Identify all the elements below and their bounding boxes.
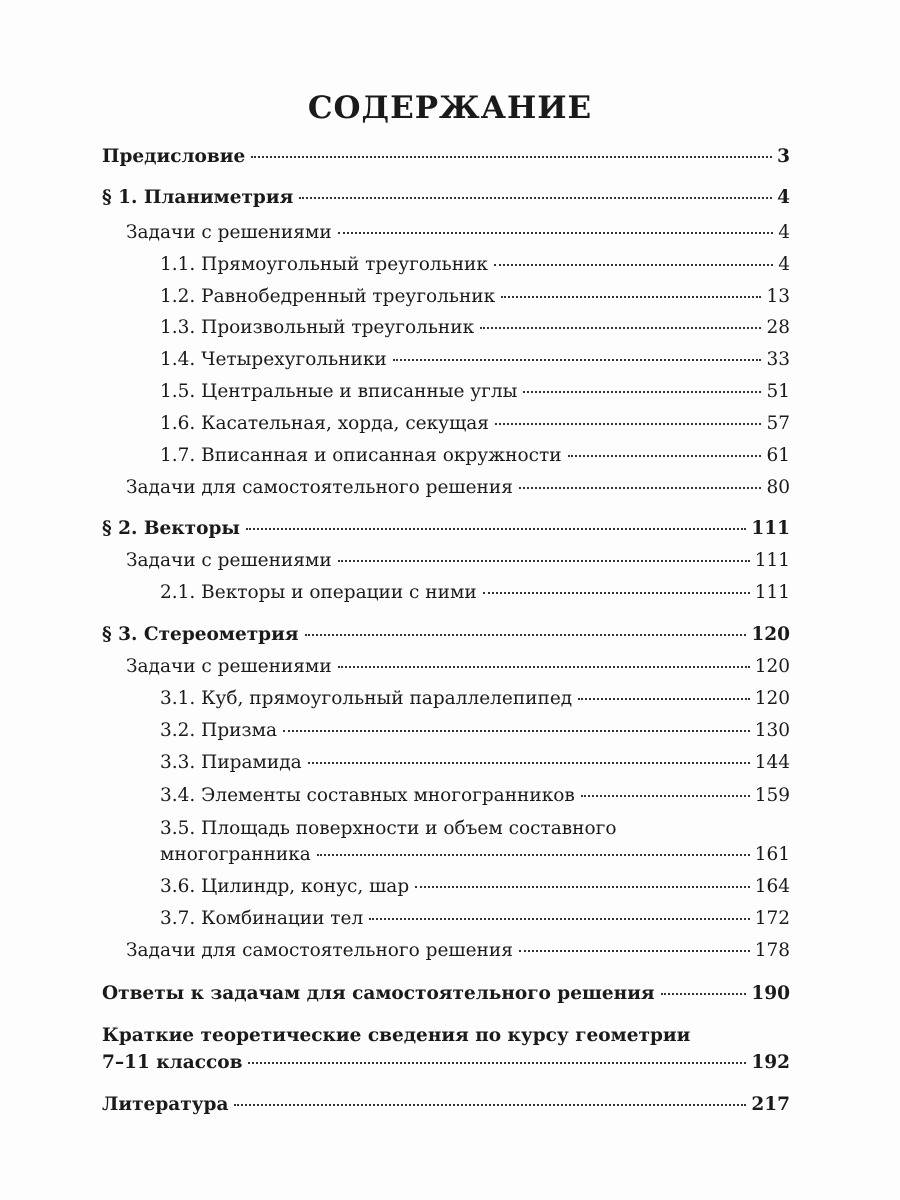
toc-entry-line1: [0, 818, 900, 840]
dot-leader: [393, 359, 762, 361]
page-number: 120: [751, 624, 790, 645]
entry-label: 1.6. Касательная, хорда, секущая: [160, 413, 489, 434]
dot-leader: [299, 197, 772, 199]
page-number: 164: [754, 876, 790, 897]
dot-leader: [578, 698, 750, 700]
entry-label: § 3. Стереометрия: [102, 624, 299, 645]
dot-leader: [519, 487, 762, 489]
page-number: 120: [754, 688, 790, 709]
dot-leader: [480, 327, 761, 329]
dot-leader: [369, 918, 749, 920]
dot-leader: [283, 730, 750, 732]
dot-leader: [519, 950, 750, 952]
entry-label: 3.3. Пирамида: [160, 752, 302, 773]
dot-leader: [251, 156, 772, 158]
page-number: 57: [766, 413, 790, 434]
toc-entry: [0, 844, 900, 866]
page-number: 192: [751, 1052, 790, 1073]
page-number: 111: [751, 518, 790, 539]
entry-label: 3.7. Комбинации тел: [160, 908, 364, 929]
dot-leader: [415, 886, 750, 888]
entry-label: 1.1. Прямоугольный треугольник: [160, 254, 488, 275]
dot-leader: [248, 1062, 746, 1064]
entry-label: 2.1. Векторы и операции с ними: [160, 582, 477, 603]
entry-label: 3.5. Площадь поверхности и объем составного: [160, 818, 617, 839]
entry-label: Задачи для самостоятельного решения: [126, 940, 513, 961]
entry-label: Задачи с решениями: [126, 222, 332, 243]
page-number: 33: [766, 349, 790, 370]
dot-leader: [581, 795, 750, 797]
entry-label: 3.6. Цилиндр, конус, шар: [160, 876, 410, 897]
page-number: 51: [766, 381, 790, 402]
toc-entry: [0, 785, 900, 807]
dot-leader: [568, 455, 762, 457]
entry-label: Предисловие: [102, 146, 246, 167]
toc-entry: [0, 550, 900, 572]
page-number: 80: [766, 477, 790, 498]
page-number: 161: [754, 844, 790, 865]
page-number: 217: [751, 1094, 790, 1115]
entry-label: Ответы к задачам для самостоятельного решения: [102, 983, 655, 1004]
toc-entry: [0, 222, 900, 244]
dot-leader: [495, 423, 761, 425]
toc-entry: [0, 413, 900, 435]
entry-label-continued: многогранника: [160, 844, 311, 865]
entry-label: 1.2. Равнобедренный треугольник: [160, 286, 496, 307]
page-number: 144: [754, 752, 790, 773]
toc-entry-theory-line1: [0, 1025, 900, 1047]
toc-entry-section-3: [0, 624, 900, 646]
dot-leader: [483, 592, 750, 594]
entry-label: 3.4. Элементы составных многогранников: [160, 785, 575, 806]
page-number: 4: [777, 187, 790, 208]
entry-label: Литература: [102, 1094, 229, 1115]
entry-label: 1.4. Четырехугольники: [160, 349, 387, 370]
toc-entry-preface: [0, 146, 900, 168]
dot-leader: [246, 528, 746, 530]
page-title: СОДЕРЖАНИЕ: [307, 90, 593, 126]
entry-label: Задачи с решениями: [126, 656, 332, 677]
page-number: 172: [754, 908, 790, 929]
dot-leader: [501, 296, 761, 298]
dot-leader: [234, 1104, 746, 1106]
entry-label: § 1. Планиметрия: [102, 187, 294, 208]
dot-leader: [305, 634, 747, 636]
page-number: 3: [777, 146, 790, 167]
toc-entry-answers: [0, 983, 900, 1005]
entry-label: Задачи для самостоятельного решения: [126, 477, 513, 498]
toc-entry: [0, 876, 900, 898]
dot-leader: [338, 232, 774, 234]
toc-entry-section-1: [0, 187, 900, 209]
dot-leader: [494, 264, 773, 266]
toc-entry: [0, 445, 900, 467]
toc-entry: [0, 381, 900, 403]
page-number: 130: [754, 720, 790, 741]
dot-leader: [308, 762, 750, 764]
toc-entry: [0, 656, 900, 678]
toc-entry: [0, 477, 900, 499]
page-number: 4: [778, 222, 790, 243]
page-number: 111: [754, 550, 790, 571]
toc-entry: [0, 317, 900, 339]
entry-label: 3.1. Куб, прямоугольный параллелепипед: [160, 688, 573, 709]
dot-leader: [338, 666, 750, 668]
toc-entry: [0, 254, 900, 276]
page-number: 28: [766, 317, 790, 338]
entry-label: Краткие теоретические сведения по курсу геометрии: [102, 1025, 691, 1046]
toc-entry: [0, 688, 900, 710]
toc-entry: [0, 286, 900, 308]
page-number: 159: [754, 785, 790, 806]
dot-leader: [661, 993, 747, 995]
entry-label: 1.3. Произвольный треугольник: [160, 317, 475, 338]
toc-entry: [0, 752, 900, 774]
dot-leader: [523, 391, 761, 393]
toc-entry: [0, 908, 900, 930]
toc-entry: [0, 940, 900, 962]
toc-entry: [0, 349, 900, 371]
entry-label: 1.5. Центральные и вписанные углы: [160, 381, 518, 402]
toc-entry: [0, 582, 900, 604]
toc-entry-theory: [0, 1052, 900, 1074]
entry-label: Задачи с решениями: [126, 550, 332, 571]
entry-label: 3.2. Призма: [160, 720, 277, 741]
page-number: 61: [766, 445, 790, 466]
page-number: 190: [751, 983, 790, 1004]
entry-label-continued: 7–11 классов: [102, 1052, 243, 1073]
page-number: 120: [754, 656, 790, 677]
page-number: 178: [754, 940, 790, 961]
page-number: 4: [778, 254, 790, 275]
toc-entry: [0, 720, 900, 742]
page-number: 111: [754, 582, 790, 603]
dot-leader: [338, 560, 750, 562]
toc-entry-literature: [0, 1094, 900, 1116]
page-number: 13: [766, 286, 790, 307]
dot-leader: [317, 854, 750, 856]
entry-label: § 2. Векторы: [102, 518, 240, 539]
toc-entry-section-2: [0, 518, 900, 540]
entry-label: 1.7. Вписанная и описанная окружности: [160, 445, 562, 466]
